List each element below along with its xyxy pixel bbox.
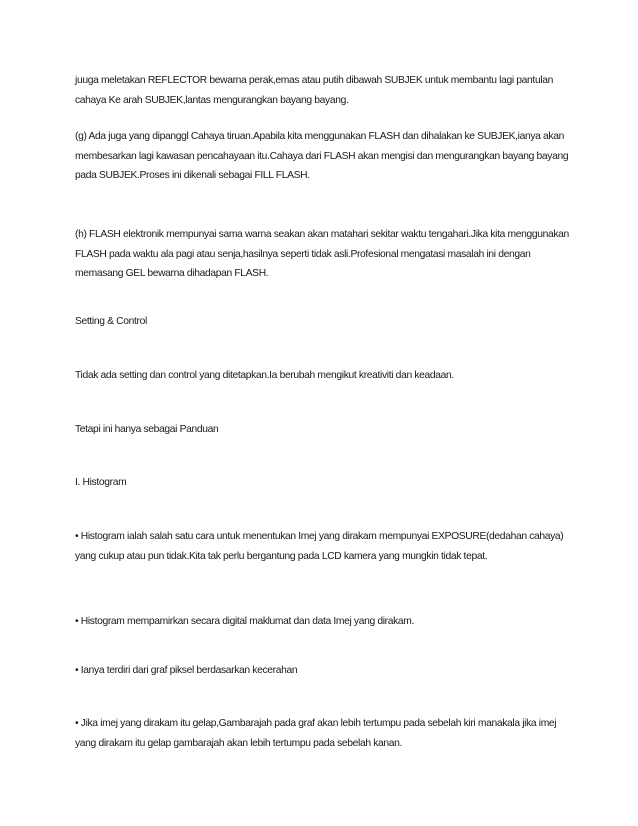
bullet-histogram-graf: • Ianya terdiri dari graf piksel berdasarkan kecerahan	[75, 665, 298, 676]
paragraph-reflector: juuga meletakan REFLECTOR bewarna perak,emas atau putih dibawah SUBJEK untuk membantu lagi pantulan cahaya Ke arah SUBJEK,lantas mengurangkan bayang bayang.	[75, 75, 554, 106]
bullet-histogram-kiri-kanan: • Jika imej yang dirakam itu gelap,Gambarajah pada graf akan lebih tertumpu pada sebelah kiri manakala jika imej yang dirakam itu gelap gambarajah akan lebih tertumpu pada sebelah kanan.	[75, 718, 557, 749]
paragraph-setting-info: Tidak ada setting dan control yang ditetapkan.Ia berubah mengikut kreativiti dan keadaan.	[75, 370, 454, 381]
heading-setting-control: Setting & Control	[75, 316, 147, 327]
paragraph-flash-elektronik: (h) FLASH elektronik mempunyai sama warna seakan akan matahari sekitar waktu tengahari.Jika kita menggunakan FLASH pada waktu ala pagi atau senja,hasilnya seperti tidak asli.Profesional mengatasi masalah ini dengan memasang GEL bewarna dihadapan FLASH.	[75, 229, 569, 280]
bullet-histogram-digital: • Histogram mempamirkan secara digital maklumat dan data Imej yang dirakam.	[75, 616, 415, 627]
bullet-histogram-definition: • Histogram ialah salah satu cara untuk menentukan Imej yang dirakam mempunyai EXPOSURE(dedahan cahaya) yang cukup atau pun tidak.Kita tak perlu bergantung pada LCD kamera yang mungkin tidak tepat.	[75, 531, 564, 562]
paragraph-fill-flash: (g) Ada juga yang dipanggl Cahaya tiruan.Apabila kita menggunakan FLASH dan dihalakan ke SUBJEK,ianya akan membesarkan lagi kawasan pencahayaan itu.Cahaya dari FLASH akan mengisi dan mengurangkan bayang bayang pada SUBJEK.Proses ini dikenali sebagai FILL FLASH.	[75, 131, 569, 182]
paragraph-panduan: Tetapi ini hanya sebagai Panduan	[75, 424, 219, 435]
heading-histogram: I. Histogram	[75, 477, 127, 488]
